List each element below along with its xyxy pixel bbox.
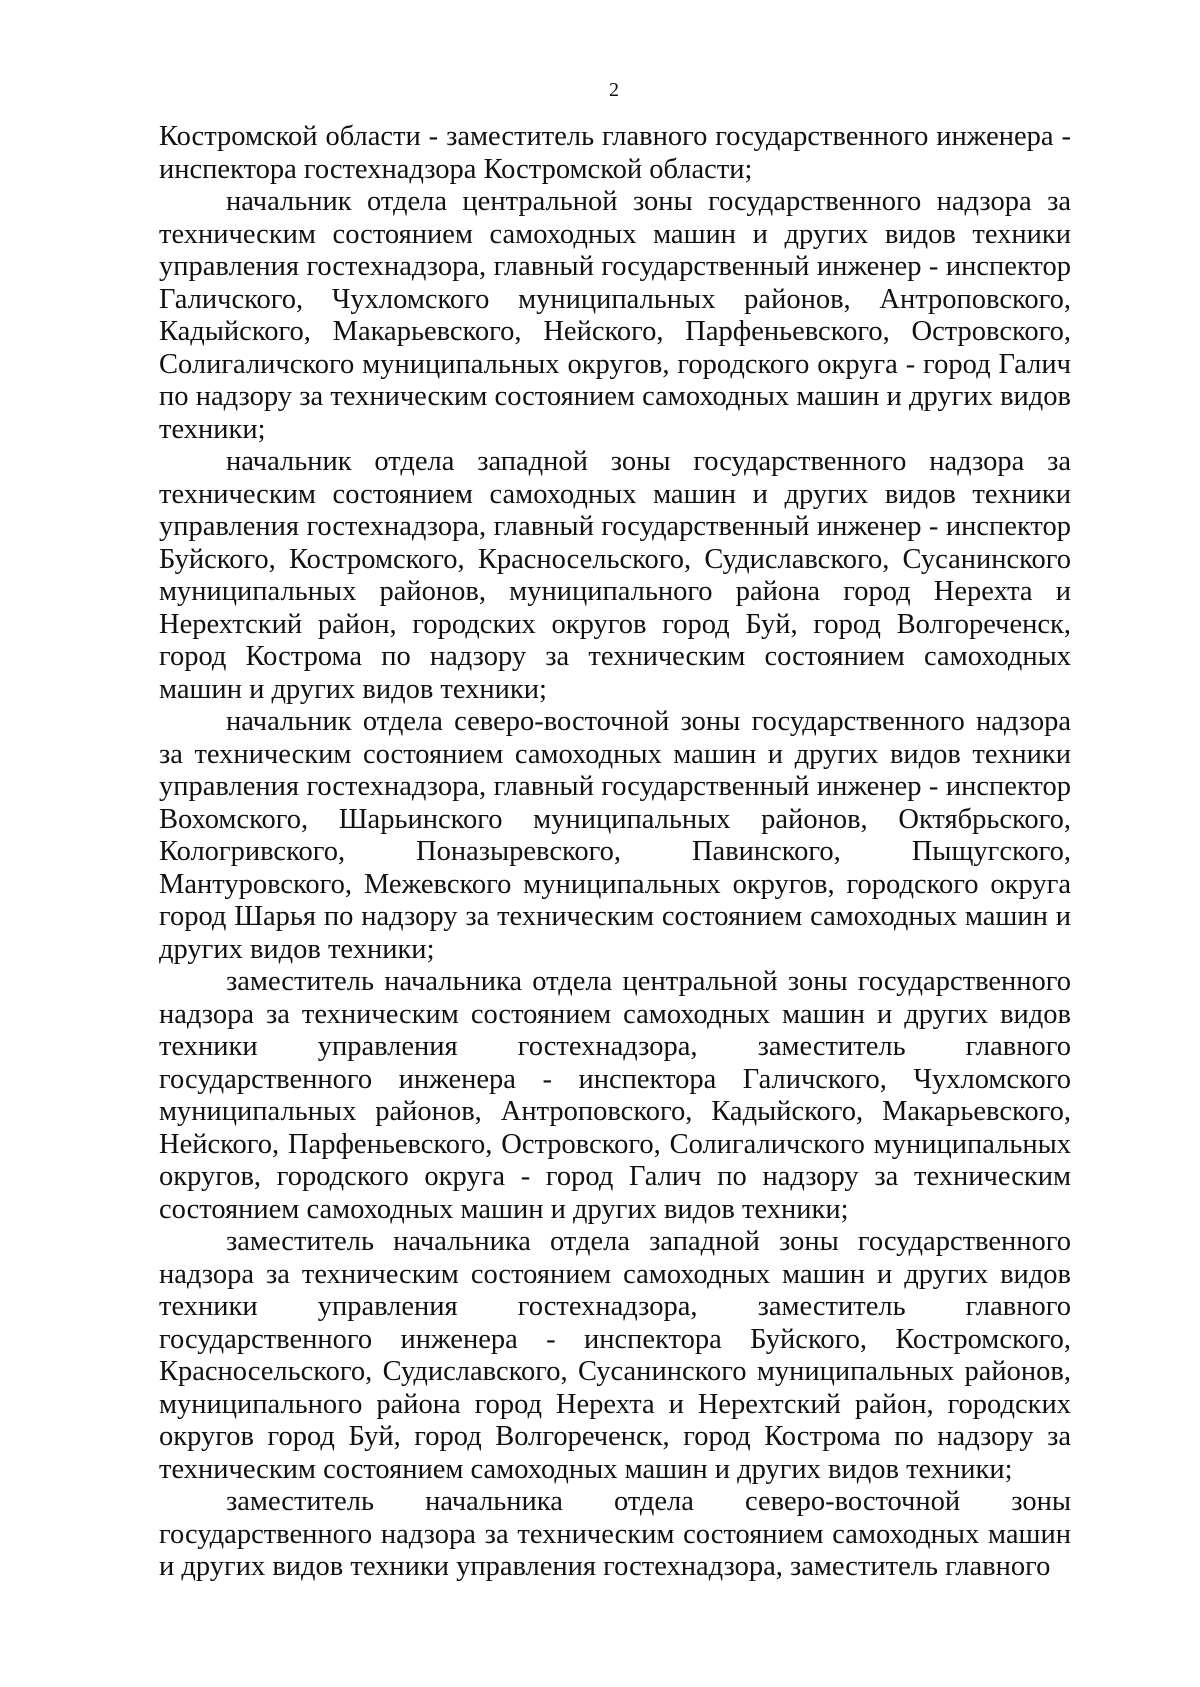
paragraph-northeast-zone-head: начальник отдела северо-восточной зоны государственного надзора за техническим состоянием самоходных машин и других видов техники управления гостехнадзора, главный государственный инженер - инспектор Вохомского, Шарьинского муниципальных районов, Октябрьского, Кологривского, Поназыревского, Павинского, Пыщугского, Мантуровского, Межевского муниципальных округов, городского округа город Шарья по надзору за техническим состоянием самоходных машин и других видов техники; bbox=[159, 706, 1071, 965]
paragraph-continuation: Костромской области - заместитель главного государственного инженера - инспектора гостехнадзора Костромской области; bbox=[159, 121, 1071, 185]
paragraph-central-zone-head: начальник отдела центральной зоны государственного надзора за техническим состоянием самоходных машин и других видов техники управления гостехнадзора, главный государственный инженер - инспектор Галичского, Чухломского муниципальных районов, Антроповского, Кадыйского, Макарьевского, Нейского, Парфеньевского, Островского, Солигаличского муниципальных округов, городского округа - город Галич по надзору за техническим состоянием самоходных машин и других видов техники; bbox=[159, 186, 1071, 445]
paragraph-western-zone-deputy: заместитель начальника отдела западной зоны государственного надзора за техническим состоянием самоходных машин и других видов техники управления гостехнадзора, заместитель главного государственного инженера - инспектора Буйского, Костромского, Красносельского, Судиславского, Сусанинского муниципальных районов, муниципального района город Нерехта и Нерехтский район, городских округов город Буй, город Волгореченск, город Кострома по надзору за техническим состоянием самоходных машин и других видов техники; bbox=[159, 1226, 1071, 1485]
page-number: 2 bbox=[609, 79, 619, 101]
paragraph-northeast-zone-deputy: заместитель начальника отдела северо-восточной зоны государственного надзора за техническим состоянием самоходных машин и других видов техники управления гостехнадзора, заместитель главного bbox=[159, 1486, 1071, 1582]
paragraph-western-zone-head: начальник отдела западной зоны государственного надзора за техническим состоянием самоходных машин и других видов техники управления гостехнадзора, главный государственный инженер - инспектор Буйского, Костромского, Красносельского, Судиславского, Сусанинского муниципальных районов, муниципального района город Нерехта и Нерехтский район, городских округов город Буй, город Волгореченск, город Кострома по надзору за техническим состоянием самоходных машин и других видов техники; bbox=[159, 446, 1071, 705]
paragraph-central-zone-deputy: заместитель начальника отдела центральной зоны государственного надзора за техническим состоянием самоходных машин и других видов техники управления гостехнадзора, заместитель главного государственного инженера - инспектора Галичского, Чухломского муниципальных районов, Антроповского, Кадыйского, Макарьевского, Нейского, Парфеньевского, Островского, Солигаличского муниципальных округов, городского округа - город Галич по надзору за техническим состоянием самоходных машин и других видов техники; bbox=[159, 966, 1071, 1225]
document-body bbox=[159, 121, 1071, 1584]
